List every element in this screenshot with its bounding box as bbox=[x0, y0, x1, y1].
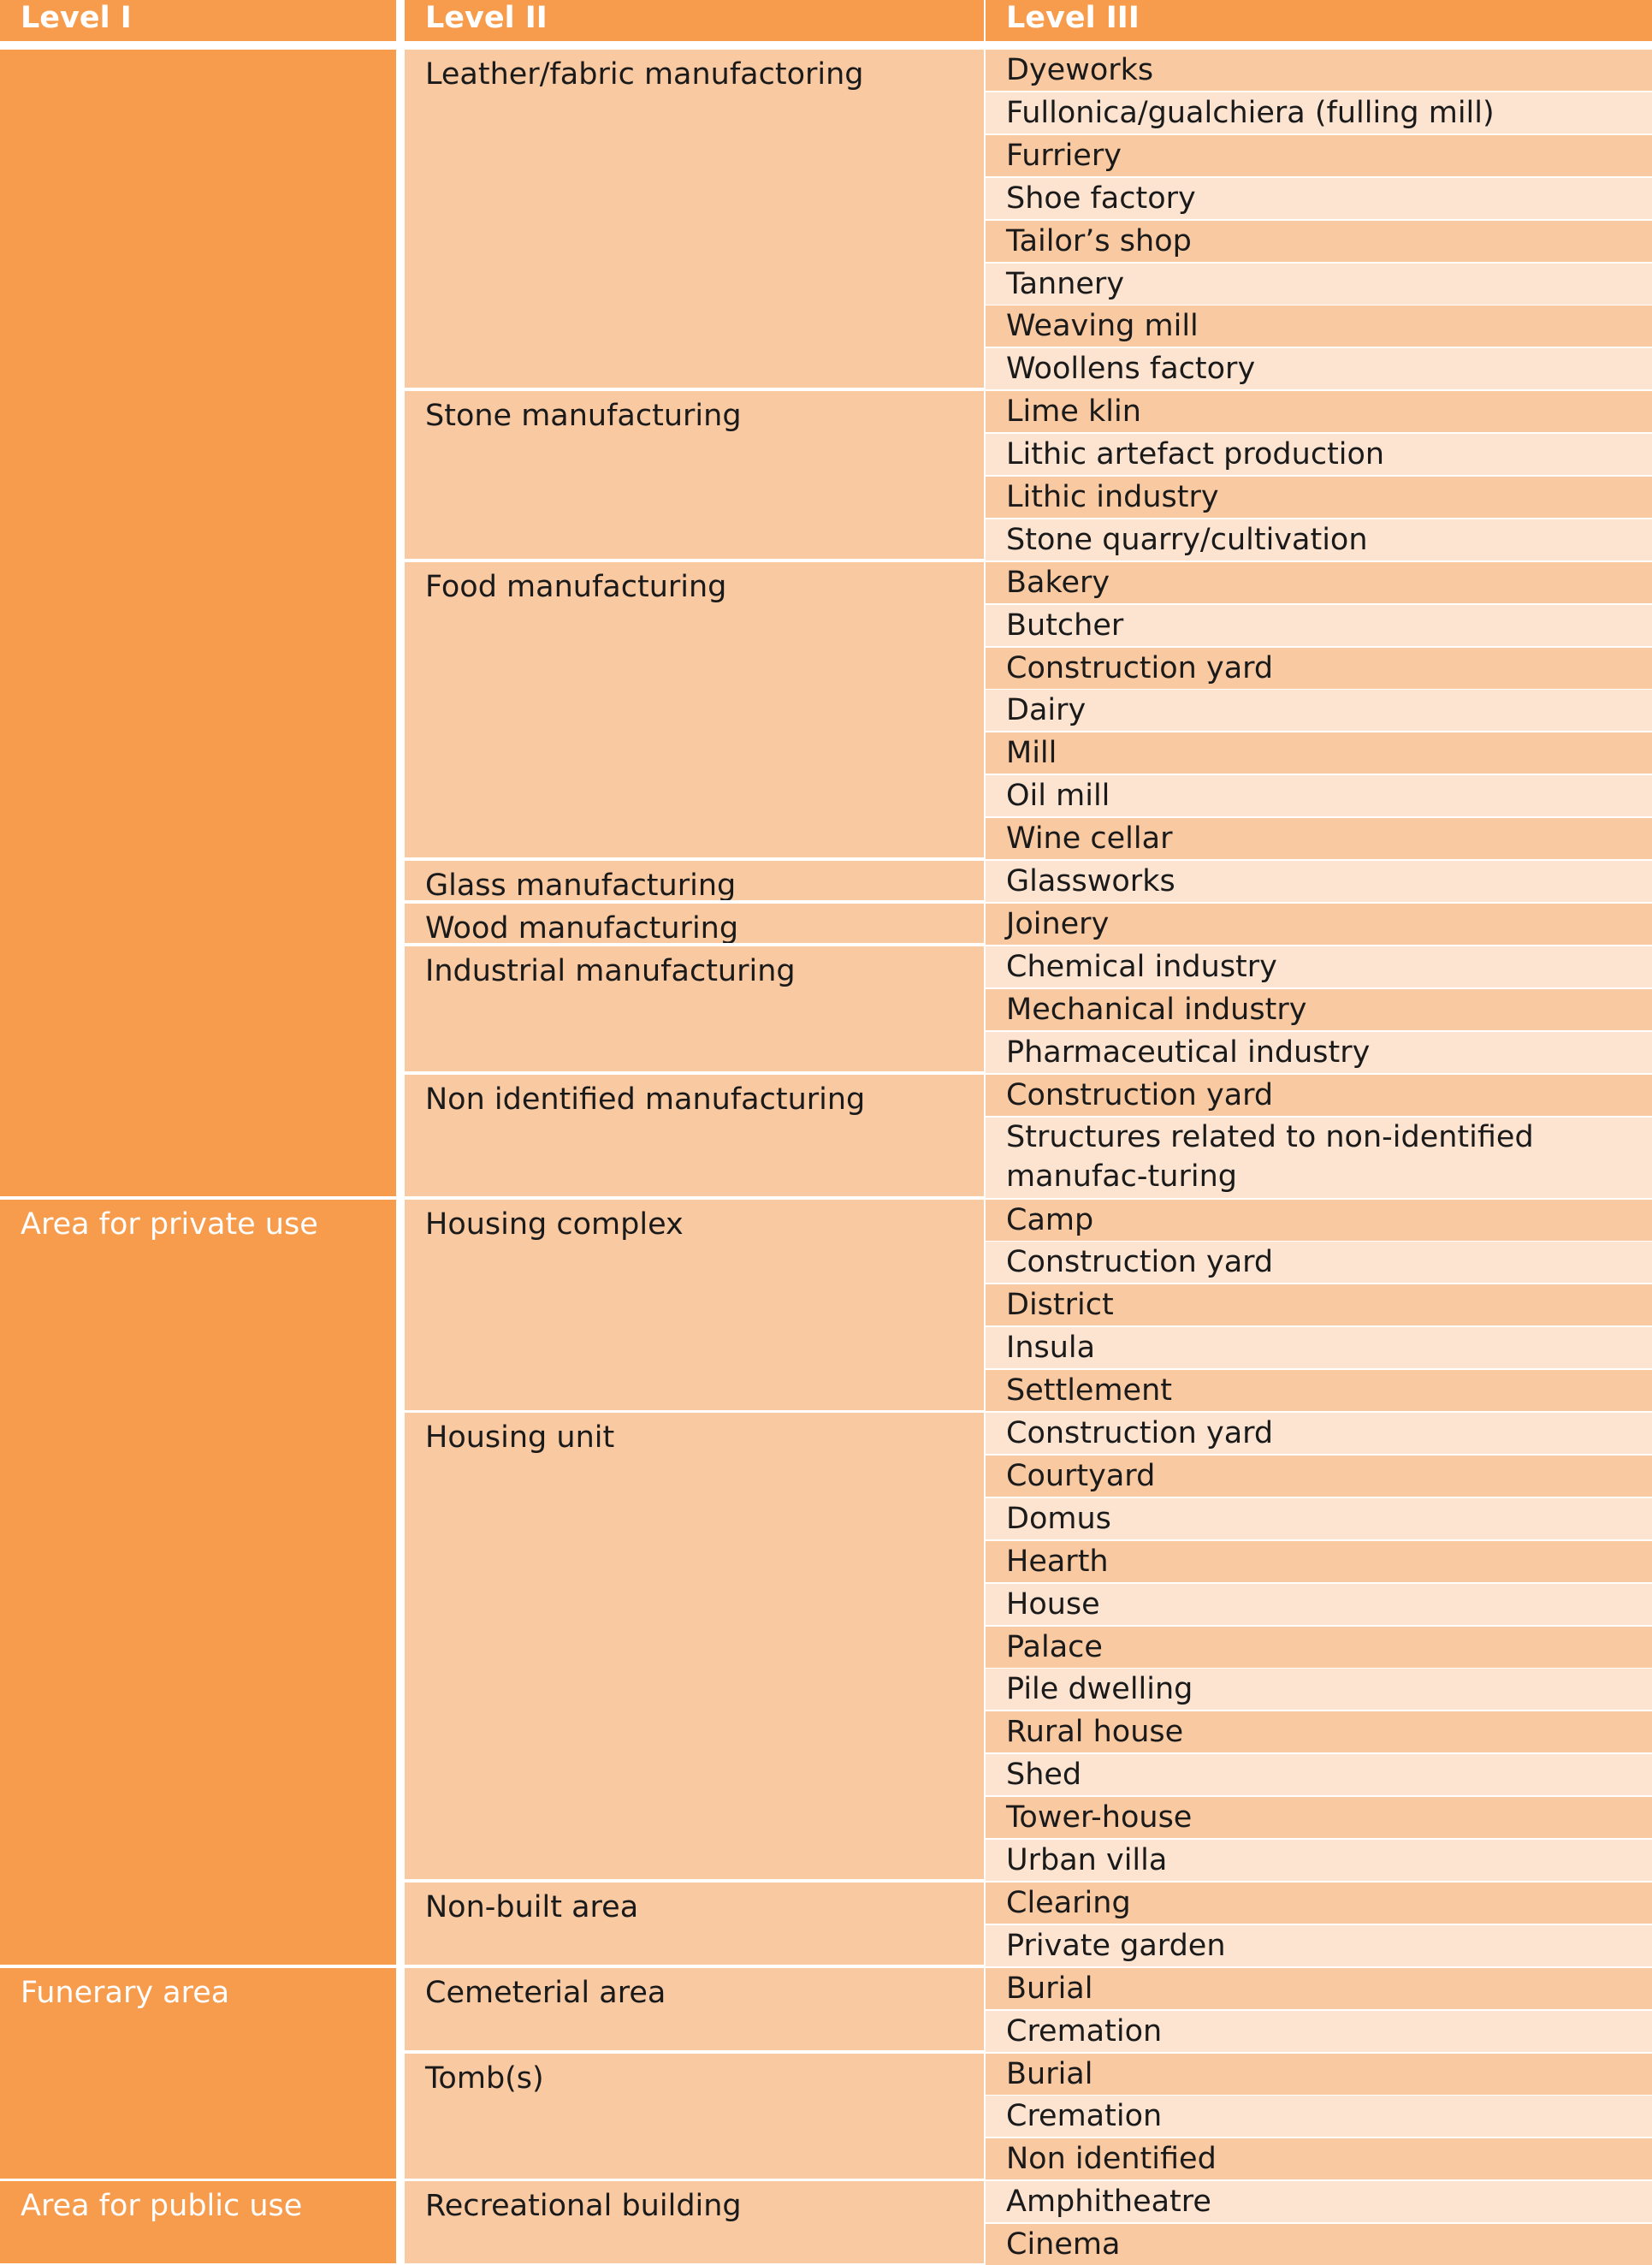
level2-cell: Stone manufacturing bbox=[405, 391, 984, 559]
level3-item: Courtyard bbox=[986, 1456, 1652, 1497]
level3-item: Non identified bbox=[986, 2138, 1652, 2179]
level3-item: Lithic artefact production bbox=[986, 434, 1652, 475]
level3-item: Construction yard bbox=[986, 1413, 1652, 1454]
level2-cell: Leather/fabric manufactoring bbox=[405, 50, 984, 388]
level3-item: Dairy bbox=[986, 690, 1652, 731]
level3-item: House bbox=[986, 1584, 1652, 1625]
header-level-2: Level II bbox=[405, 0, 984, 41]
level3-item: Domus bbox=[986, 1498, 1652, 1539]
level3-item: Clearing bbox=[986, 1883, 1652, 1924]
level3-item: Cremation bbox=[986, 2011, 1652, 2052]
level3-item: Stone quarry/cultivation bbox=[986, 519, 1652, 560]
level2-cell: Tomb(s) bbox=[405, 2054, 984, 2179]
level3-item: Urban villa bbox=[986, 1840, 1652, 1881]
level3-item: Pile dwelling bbox=[986, 1669, 1652, 1710]
level3-item: Pharmaceutical industry bbox=[986, 1032, 1652, 1073]
level3-item: Cinema bbox=[986, 2224, 1652, 2265]
level3-item: Glassworks bbox=[986, 861, 1652, 902]
level1-cell: Funerary area bbox=[0, 1968, 396, 2179]
level3-item: Lime klin bbox=[986, 391, 1652, 432]
level3-item: Camp bbox=[986, 1200, 1652, 1241]
level3-item: Palace bbox=[986, 1627, 1652, 1668]
level3-item: Burial bbox=[986, 2054, 1652, 2095]
level2-cell: Housing unit bbox=[405, 1413, 984, 1879]
level3-item: Woollens factory bbox=[986, 348, 1652, 389]
level3-item: Weaving mill bbox=[986, 305, 1652, 347]
level3-item: Mill bbox=[986, 732, 1652, 774]
level2-cell: Wood manufacturing bbox=[405, 904, 984, 943]
level2-cell: Recreational building bbox=[405, 2181, 984, 2263]
level2-cell: Food manufacturing bbox=[405, 562, 984, 857]
header-level-1: Level I bbox=[0, 0, 396, 41]
level3-item: Structures related to non-identified manufac-turing bbox=[986, 1118, 1652, 1198]
level3-item: Private garden bbox=[986, 1925, 1652, 1966]
level2-cell: Cemeterial area bbox=[405, 1968, 984, 2050]
level1-cell bbox=[0, 50, 396, 1196]
level3-item: Settlement bbox=[986, 1370, 1652, 1411]
level2-cell: Glass manufacturing bbox=[405, 861, 984, 900]
level3-item: Chemical industry bbox=[986, 946, 1652, 987]
level2-cell: Non-built area bbox=[405, 1883, 984, 1965]
level3-item: Fullonica/gualchiera (fulling mill) bbox=[986, 92, 1652, 133]
level1-cell: Area for private use bbox=[0, 1200, 396, 1965]
header-level-3: Level III bbox=[986, 0, 1652, 41]
level3-item: Hearth bbox=[986, 1541, 1652, 1582]
level3-item: Construction yard bbox=[986, 1242, 1652, 1283]
level3-item: Dyeworks bbox=[986, 50, 1652, 91]
level2-cell: Non identified manufacturing bbox=[405, 1075, 984, 1196]
level3-item: Shoe factory bbox=[986, 178, 1652, 219]
level3-item: Oil mill bbox=[986, 775, 1652, 816]
level3-item: Bakery bbox=[986, 562, 1652, 603]
level3-item: Cremation bbox=[986, 2096, 1652, 2137]
level3-item: Wine cellar bbox=[986, 818, 1652, 859]
level3-item: District bbox=[986, 1284, 1652, 1325]
level3-item: Tower-house bbox=[986, 1797, 1652, 1838]
level3-item: Shed bbox=[986, 1754, 1652, 1795]
level2-cell: Industrial manufacturing bbox=[405, 946, 984, 1071]
level3-item: Construction yard bbox=[986, 1075, 1652, 1116]
level3-item: Butcher bbox=[986, 605, 1652, 646]
level3-item: Tannery bbox=[986, 264, 1652, 305]
level3-item: Amphitheatre bbox=[986, 2181, 1652, 2222]
level3-item: Construction yard bbox=[986, 648, 1652, 689]
level3-item: Tailor’s shop bbox=[986, 221, 1652, 262]
level3-item: Rural house bbox=[986, 1711, 1652, 1752]
level3-item: Lithic industry bbox=[986, 477, 1652, 518]
level3-item: Burial bbox=[986, 1968, 1652, 2009]
level3-item: Joinery bbox=[986, 904, 1652, 945]
level3-item: Furriery bbox=[986, 135, 1652, 176]
level2-cell: Housing complex bbox=[405, 1200, 984, 1410]
level3-item: Mechanical industry bbox=[986, 989, 1652, 1030]
level3-item: Insula bbox=[986, 1327, 1652, 1368]
level1-cell: Area for public use bbox=[0, 2181, 396, 2263]
